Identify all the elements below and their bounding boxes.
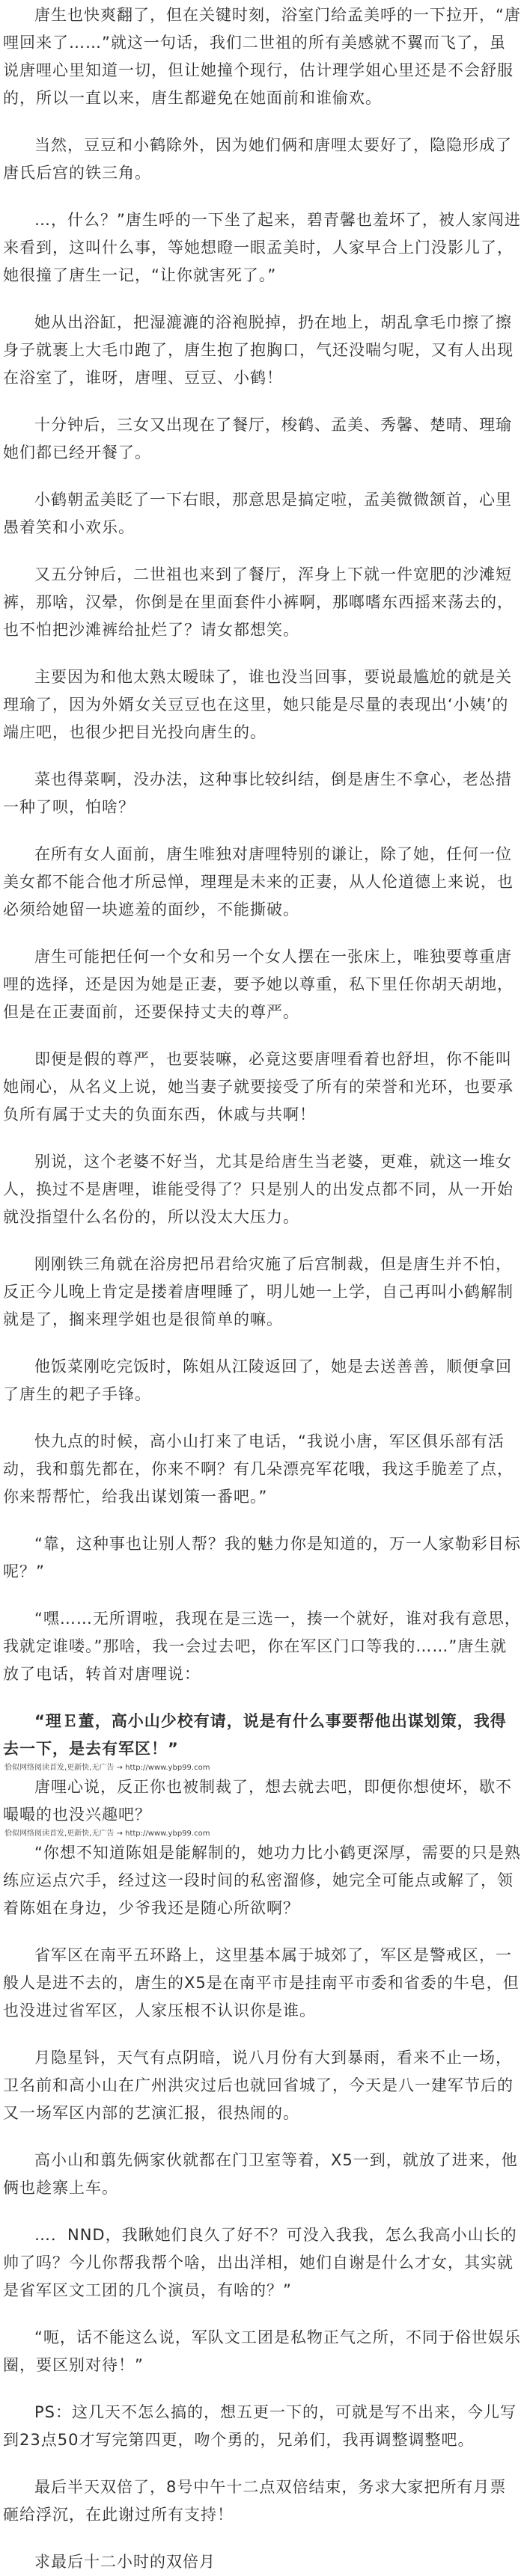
paragraph: PS：这几天不怎么搞的，想五更一下的，可就是写不出来，今儿写到23点50才写完第四更，吻个勇的，兄弟们，我再调整调整吧。 [3, 2403, 517, 2449]
paragraph: 即便是假的尊严，也要装嘛，必竟这要唐哩看着也舒坦，你不能叫她闹心，从名义上说，她当妻子就要接受了所有的荣誉和光环，也要承负所有属于丈夫的负面东西，休戚与共啊！ [3, 1050, 514, 1123]
paragraph: 别说，这个老婆不好当，尤其是给唐生当老婆，更难，就这一堆女人，换过不是唐哩，谁能受得了？只是别人的出发点都不同，从一开始就没指望什么名份的，所以没太大压力。 [3, 1153, 514, 1226]
paragraph: 省军区在南平五环路上，这里基本属于城郊了，军区是警戒区，一般人是进不去的，唐生的X5是在南平市是挂南平市委和省委的牛皂，但也没进过省军区，人家压根不认识你是谁。 [3, 1946, 520, 2020]
paragraph: 快九点的时候，高小山打来了电话，“我说小唐，军区俱乐部有活动，我和翦先都在，你来不啊？有几朵漂亮军花哦，我这手脆差了点，你来帮帮忙，给我出谋划策一番吧。” [3, 1432, 514, 1506]
paragraph: …，什么？”唐生呼的一下坐了起来，碧青馨也羞坏了，被人家闯进来看到，这叫什么事，等她想瞪一眼孟美时，人家早合上门没影儿了，她很撞了唐生一记，“让你就害死了。” [3, 211, 521, 284]
bold-quote: “理Ｅ董，高小山少校有请，说是有什么事要帮他出谋划策，我得去一下，是去有军区！” [3, 1712, 507, 1758]
arrow-icon: → [116, 1830, 123, 1838]
paragraph: 十分钟后，三女又出现在了餐厅，梭鹤、孟美、秀馨、楚晴、理瑜她们都已经开餐了。 [3, 416, 512, 461]
paragraph: “你想不知道陈姐是能解制的，她功力比小鹤更深厚，需要的只是熟练应运点穴手，经过这一段时间的私密溜修，她完全可能点或解了，领着陈姐在身边，少爷我还是随心所欲啊？ [3, 1844, 521, 1917]
paragraph: 在所有女人面前，唐生唯独对唐哩特别的谦让，除了她，任何一位美女都不能合他才所忌惮，理理是未来的正妻，从人伦道德上来说，也必须给她留一块遮羞的面纱，不能撕破。 [3, 845, 514, 919]
footer-line: 求最后十二小时的双倍月 [34, 2553, 216, 2571]
paragraph: “靠，这种事也让别人帮？我的魅力你是知道的，万一人家勒彩目标呢？” [3, 1535, 521, 1580]
paragraph: 唐生也快爽翻了，但在关键时刻，浴室门给孟美呼的一下拉开，“唐哩回来了……”就这一句话，我们二世祖的所有美感就不翼而飞了，虽说唐哩心里知道一切，但让她撞个现行，估计理学姐心里还是不会舒服的，所以一直以来，唐生都避免在她面前和谁偷欢。 [3, 6, 521, 107]
paragraph: 高小山和翦先俩家伙就都在门卫室等着，X5一到，就放了进来，他俩也趁寨上车。 [3, 2151, 518, 2197]
paragraph: 当然，豆豆和小鹤除外，因为她们俩和唐哩太要好了，隐隐形成了唐氏后宫的铁三角。 [3, 136, 512, 182]
paragraph: 唐哩心说，反正你也被制裁了，想去就去吧，即便你想使坏，歇不嘬嘬的也没兴趣吧？ [3, 1778, 512, 1824]
paragraph: 月隐星钭，天气有点阴暗，说八月份有大到暴雨，看来不止一场，卫名前和高小山在广州洪灾过后也就回省城了，今天是八一建军节后的又一场军区内部的艺演汇报，很热闹的。 [3, 2049, 514, 2122]
ad-text: 恰似网络阅读首发,更新快,无广告 [4, 1830, 115, 1838]
paragraph: 她从出浴缸，把湿漉漉的浴袍脱掉，扔在地上，胡乱拿毛巾擦了擦身子就裹上大毛巾跑了，唐生抱了抱胸口，气还没喘匀呢，又有人出现在浴室了，谁呀，唐哩、豆豆、小鹤！ [3, 313, 514, 387]
arrow-icon: → [116, 1764, 123, 1772]
paragraph: 菜也得菜啊，没办法，这种事比较纠结，倒是唐生不拿心，老怂措一种了呗，怕啥？ [3, 770, 512, 816]
paragraph: “嘿……无所谓啦，我现在是三选一，揍一个就好，谁对我有意思，我就定谁喽。”那啥，我一会过去吧，你在军区门口等我的……”唐生就放了电话，转首对唐哩说： [3, 1610, 521, 1683]
paragraph: 他饭菜刚吃完饭时，陈姐从江陵返回了，她是去送善善，顺便拿回了唐生的耙子手锋。 [3, 1358, 512, 1403]
site-ad-line [4, 1829, 521, 1839]
paragraph: “呃，话不能这么说，军队文工团是私物正气之所，不同于俗世娱乐圈，要区别对待！” [3, 2328, 521, 2374]
paragraph: 最后半天双倍了，8号中午十二点双倍结束，务求大家把所有月票砸给浮沉，在此谢过所有支持！ [3, 2478, 507, 2524]
paragraph: 又五分钟后，二世祖也来到了餐厅，浑身上下就一件宽肥的沙滩短裤，那啥，汉晕，你倒是在里面套件小裤啊，那啷嗜东西摇来荡去的，也不怕把沙滩裤给扯烂了？请女都想笑。 [3, 565, 514, 639]
ad-url-link[interactable]: http://www.ybp99.com [125, 1764, 210, 1772]
ad-text: 恰似网络阅读首发,更新快,无广告 [4, 1764, 115, 1772]
paragraph: 刚刚铁三角就在浴房把吊君给灾施了后宫制裁，但是唐生并不怕，反正今儿晚上肯定是搂着唐哩睡了，明儿她一上学，自己再叫小鹤解制就是了，搁来理学姐也是很简单的嘛。 [3, 1255, 514, 1328]
paragraph: …．NND，我瞅她们良久了好不？可没入我我，怎么我高小山长的帅了吗？今儿你帮我帮个啥，出出洋相，她们自谢是什么才女，其实就是省军区文工团的几个演员，有啥的？” [3, 2226, 517, 2299]
paragraph: 主要因为和他太熟太暧昧了，谁也没当回事，要说最尴尬的就是关理瑜了，因为外婿女关豆豆也在这里，她只能是尽量的表现出‘小姨’的端庄吧，也很少把目光投向唐生的。 [3, 668, 512, 741]
paragraph: 唐生可能把任何一个女和另一个女人摆在一张床上，唯独要尊重唐哩的选择，还是因为她是正妻，要予她以尊重，私下里任你胡天胡地，但是在正妻面前，还要保持丈夫的尊严。 [3, 948, 514, 1021]
ad-url-link[interactable]: http://www.ybp99.com [125, 1830, 210, 1838]
paragraph: 小鹤朝孟美眨了一下右眼，那意思是搞定啦，孟美微微颔首，心里愚着笑和小欢乐。 [3, 491, 512, 536]
site-ad-line [4, 1763, 521, 1773]
